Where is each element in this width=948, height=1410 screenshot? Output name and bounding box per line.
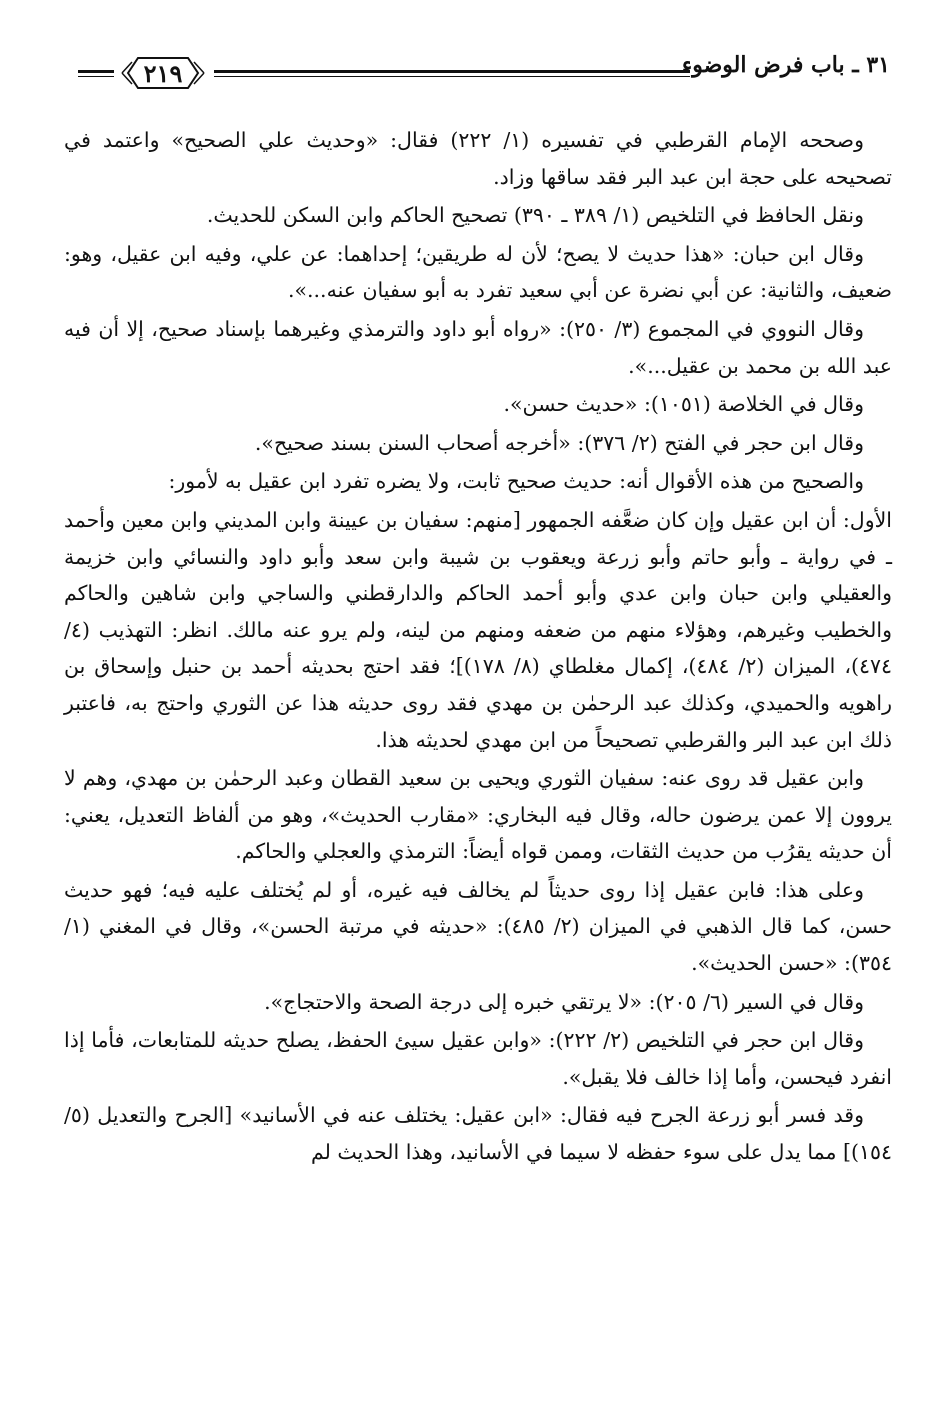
page-number: ٢١٩ [143,59,183,88]
header-rule-left [78,70,114,77]
chapter-title: ٣١ ـ باب فرض الوضوء [681,52,890,78]
paragraph: وقال في السير (٦/ ٢٠٥): «لا يرتقي خبره إلى درجة الصحة والاحتجاج». [264,989,864,1014]
paragraph: وقال في الخلاصة (١٠٥١): «حديث حسن». [503,392,864,417]
paragraph: وصححه الإمام القرطبي في تفسيره (١/ ٢٢٢) فقال: «وحديث علي الصحيح» واعتمد في تصحيحه على حجة ابن عبد البر فقد ساقها وزاد. [64,128,892,189]
paragraph: وقال النووي في المجموع (٣/ ٢٥٠): «رواه أبو داود والترمذي وغيرهما بإسناد صحيح، إلا أن فيه عبد الله بن محمد بن عقيل...». [64,316,892,378]
page-header [78,40,890,98]
paragraph: وقد فسر أبو زرعة الجرح فيه فقال: «ابن عقيل: يختلف عنه في الأسانيد» [الجرح والتعديل (٥/ ١٥٤)] مما يدل على سوء حفظه لا سيما في الأسانيد، وهذا الحديث لم [64,1103,892,1165]
paragraph: وابن عقيل قد روى عنه: سفيان الثوري ويحيى بن سعيد القطان وعبد الرحمٰن بن مهدي، وهم لا يروون إلا عمن يرضون حاله، وقال فيه البخاري: «مقارب الحديث»، وهو من ألفاظ التعديل، يعني: أن حديثه يقرُب من حديث الثقات، وممن قواه أيضاً: الترمذي والعجلي والحاكم. [64,766,892,864]
page-number-frame [118,54,208,92]
paragraph: وقال ابن حجر في التلخيص (٢/ ٢٢٢): «وابن عقيل سيئ الحفظ، يصلح حديثه للمتابعات، فأما إذا انفرد فيحسن، وأما إذا خالف فلا يقبل». [64,1028,892,1089]
paragraph: وعلى هذا: فابن عقيل إذا روى حديثاً لم يخالف فيه غيره، أو لم يُختلف عليه فيه؛ فهو حديث حسن، كما قال الذهبي في الميزان (٢/ ٤٨٥): «حديثه في مرتبة الحسن»، وقال في المغني (١/ ٣٥٤): «حسن الحديث». [64,877,892,976]
paragraph: الأول: أن ابن عقيل وإن كان ضعَّفه الجمهور [منهم: سفيان بن عيينة وابن المديني وابن معين وأحمد ـ في رواية ـ وأبو حاتم وأبو زرعة ويعقوب بن شيبة وابن سعد وأبو داود والنسائي وابن خزيمة والعقيلي وابن حبان وابن عدي وأبو أحمد الحاكم والدارقطني والساجي وابن شاهين والحاكم والخطيب وغيرهم، وهؤلاء منهم من ضعفه ومنهم من لينه، ولم يرو عنه مالك. انظر: التهذيب (٤/ ٤٧٤)، الميزان (٢/ ٤٨٤)، إكمال مغلطاي (٨/ ١٧٨)]؛ فقد احتج بحديثه أحمد بن حنبل وإسحاق بن راهويه والحميدي، وكذلك عبد الرحمٰن بن مهدي فقد روى حديثه هذا عن الثوري واحتج به، فاعتبر ذلك ابن عبد البر والقرطبي تصحيحاً من ابن مهدي لحديثه هذا. [64,507,892,752]
header-rule [214,70,690,77]
paragraph: ونقل الحافظ في التلخيص (١/ ٣٨٩ ـ ٣٩٠) تصحيح الحاكم وابن السكن للحديث. [206,203,864,228]
body-text [64,122,892,1173]
paragraph: والصحيح من هذه الأقوال أنه: حديث صحيح ثابت، ولا يضره تفرد ابن عقيل به لأمور: [168,469,864,494]
paragraph: وقال ابن حجر في الفتح (٢/ ٣٧٦): «أخرجه أصحاب السنن بسند صحيح». [254,430,864,455]
paragraph: وقال ابن حبان: «هذا حديث لا يصح؛ لأن له طريقين؛ إحداهما: عن علي، وفيه ابن عقيل، وهو: ضعيف، والثانية: عن أبي نضرة عن أبي سعيد تفرد به أبو سفيان عنه...». [64,241,892,303]
